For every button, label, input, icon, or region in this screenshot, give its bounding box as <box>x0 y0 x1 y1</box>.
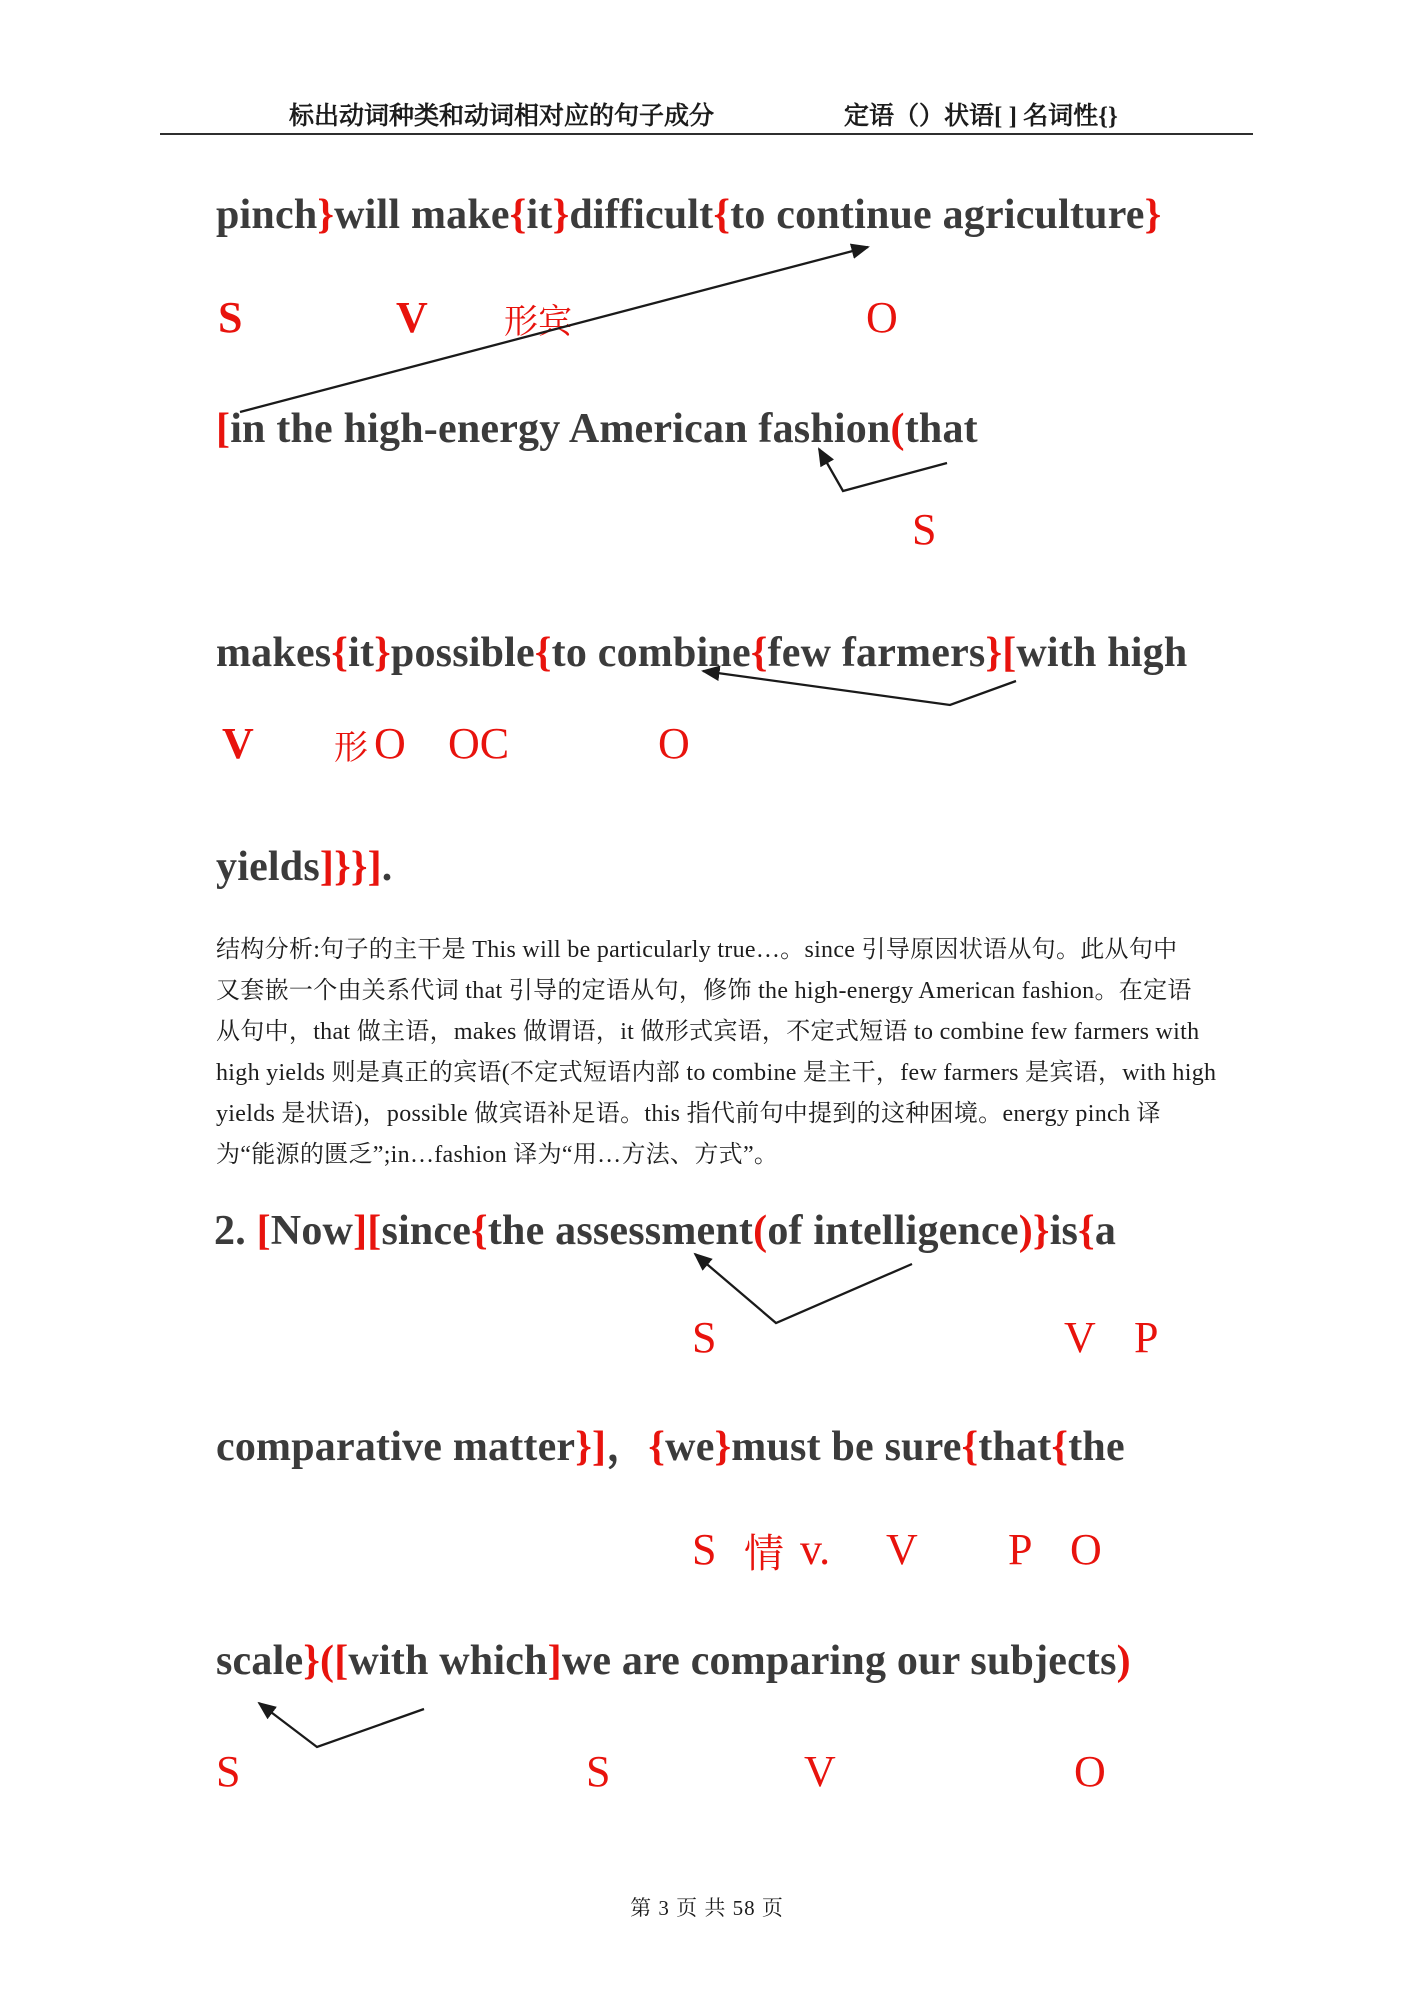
label-predicative: P <box>1134 1313 1159 1362</box>
label-object-complement: OC <box>448 719 510 768</box>
sentence-line-3: makes{it}possible{to combine{few farmers}[with high <box>216 630 1188 676</box>
label-verb: V <box>1064 1313 1096 1362</box>
arrow-to-scale <box>259 1703 424 1747</box>
label-xingbin: 形宾 <box>504 304 572 341</box>
header-divider <box>160 133 1253 135</box>
label-verb: V <box>222 719 254 768</box>
page-number: 第 3 页 共 58 页 <box>630 1896 784 1920</box>
sentence-line-1: pinch}will make{it}difficult{to continue agriculture} <box>216 192 1162 238</box>
label-subject: S <box>586 1747 611 1796</box>
paragraph-line: 又套嵌一个由关系代词 that 引导的定语从句，修饰 the high-energy American fashion。在定语 <box>216 978 1192 1004</box>
paragraph-line: 从句中，that 做主语，makes 做谓语，it 做形式宾语，不定式短语 to combine few farmers with <box>216 1019 1200 1045</box>
label-subject: S <box>692 1313 717 1362</box>
label-object: O <box>866 293 898 342</box>
label-object: O <box>374 719 406 768</box>
label-xing: 形 <box>334 730 368 767</box>
label-verb: V <box>804 1747 836 1796</box>
label-clause-subject: S <box>912 505 937 554</box>
label-subject: S <box>692 1525 717 1574</box>
sentence-line-6: comparative matter}]，{we}must be sure{that{the <box>216 1424 1125 1470</box>
arrow-to-assessment <box>695 1254 912 1323</box>
paragraph-line: 为“能源的匮乏”;in…fashion 译为“用…方法、方式”。 <box>216 1142 779 1168</box>
label-modal: 情 <box>744 1531 784 1576</box>
label-object: O <box>658 719 690 768</box>
label-verb: V <box>886 1525 918 1574</box>
sentence-line-7: scale}([with which]we are comparing our subjects) <box>216 1638 1131 1684</box>
label-object: O <box>1070 1525 1102 1574</box>
sentence-line-4: yields]}}]. <box>216 844 393 890</box>
label-subject: S <box>218 293 243 342</box>
label-subject: S <box>216 1747 241 1796</box>
sentence-line-2: [in the high-energy American fashion(that <box>216 406 978 452</box>
label-modal-verb: v. <box>800 1525 831 1574</box>
header-instruction: 标出动词种类和动词相对应的句子成分 <box>289 103 715 130</box>
paragraph-line: high yields 则是真正的宾语(不定式短语内部 to combine 是主干，few farmers 是宾语，with high <box>216 1060 1217 1086</box>
label-verb: V <box>396 293 428 342</box>
sentence-line-5: 2. [Now][since{the assessment(of intelligence)}is{a <box>214 1208 1117 1254</box>
arrow-to-fashion <box>819 449 947 491</box>
label-object: O <box>1074 1747 1106 1796</box>
paragraph-line: 结构分析:句子的主干是 This will be particularly true…。since 引导原因状语从句。此从句中 <box>216 937 1178 963</box>
label-predicative: P <box>1008 1525 1033 1574</box>
header-legend: 定语（）状语[ ] 名词性{} <box>844 103 1118 130</box>
paragraph-line: yields 是状语)，possible 做宾语补足语。this 指代前句中提到的这种困境。energy pinch 译 <box>216 1101 1161 1127</box>
